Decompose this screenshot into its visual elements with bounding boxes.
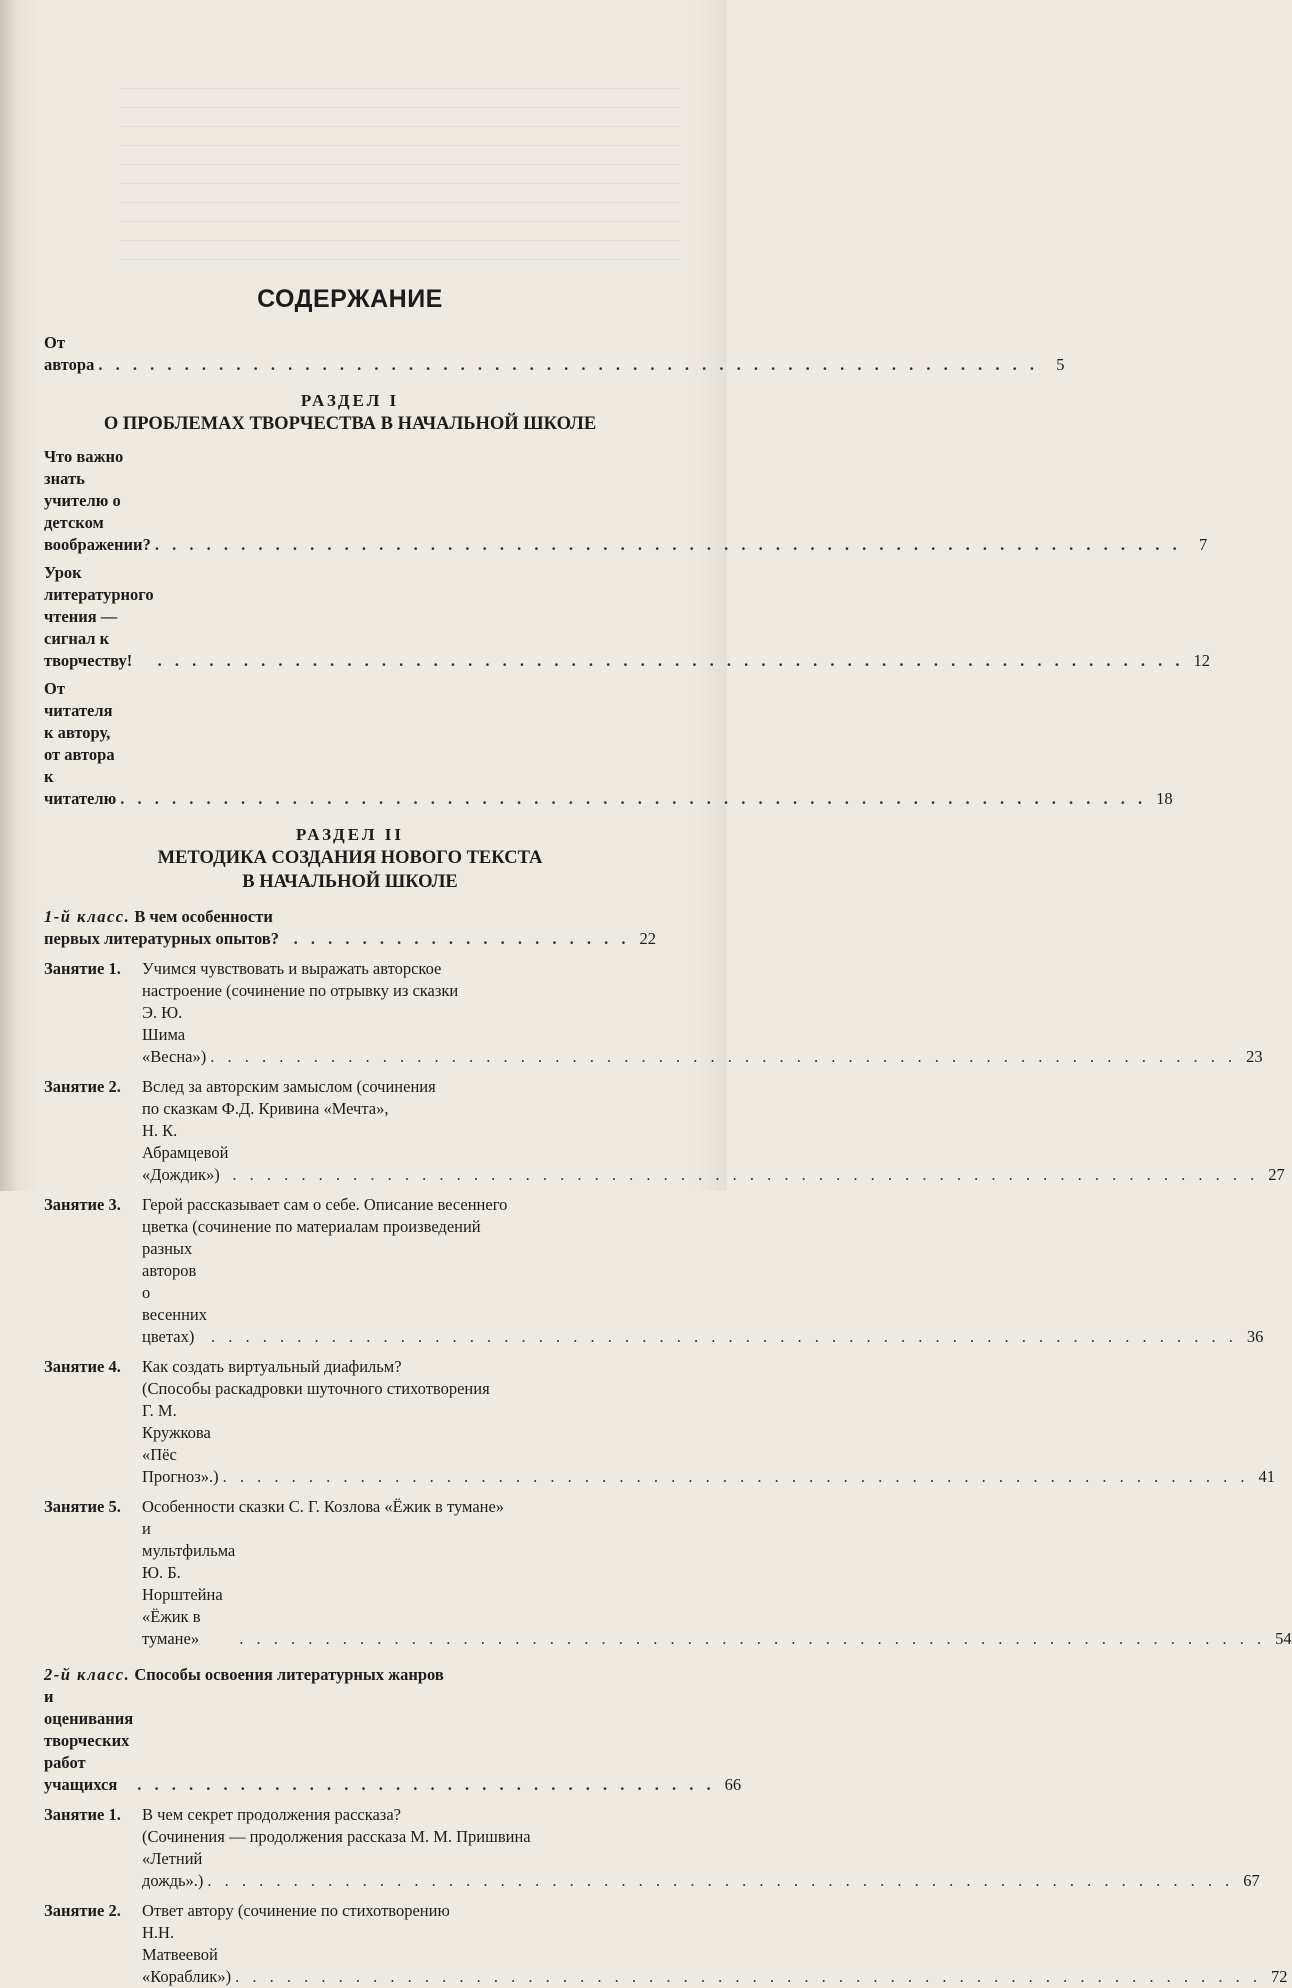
toc-entry	[44, 446, 1208, 556]
lesson-body	[142, 1356, 1275, 1488]
lesson-last-line	[142, 1002, 1263, 1068]
lesson-entry	[44, 1076, 1285, 1186]
lesson-label: Занятие 4.	[44, 1357, 121, 1376]
lesson-body	[142, 1496, 1292, 1650]
lesson-entry	[44, 1804, 1260, 1892]
toc-entry-title: Что важно знать учителю о детском воображении?	[44, 447, 151, 554]
leader-dots: . . . . . . . . . . . . . . . . . . . . . . . . . . . . . . . . . . . . . . . . . . . . . . . . . . . . . . .	[98, 355, 1039, 374]
section-number: РАЗДЕЛ II	[296, 825, 404, 844]
lesson-text-line: Как создать виртуальный диафильм?	[142, 1357, 402, 1376]
lesson-body	[142, 1900, 1287, 1988]
lesson-text-line: по сказкам Ф.Д. Кривина «Мечта»,	[142, 1099, 389, 1118]
toc-page-number: 23	[1246, 1047, 1263, 1066]
toc-entry-title: От читателя к автору, от автора к читателю	[44, 679, 117, 808]
lesson-text-line: Учимся чувствовать и выражать авторское	[142, 959, 442, 978]
toc-entry-title: От автора	[44, 333, 95, 374]
grade-1-header	[44, 906, 656, 950]
lesson-last-line	[142, 1120, 1285, 1186]
lesson-text-line: настроение (сочинение по отрывку из сказки	[142, 981, 459, 1000]
toc-page-number: 67	[1243, 1871, 1260, 1890]
lesson-text-line: Г. М. Кружкова «Пёс Прогноз».)	[142, 1401, 219, 1486]
lesson-text-line: Э. Ю. Шима «Весна»)	[142, 1003, 207, 1066]
lesson-text-line: «Летний дождь».)	[142, 1849, 204, 1890]
toc-entry	[44, 562, 1210, 672]
section-heading-line: В НАЧАЛЬНОЙ ШКОЛЕ	[242, 872, 458, 892]
lesson-text-line: Н.Н. Матвеевой «Кораблик»)	[142, 1923, 232, 1986]
leader-dots: . . . . . . . . . . . . . . . . . . . . . . . . . . . . . . . . . . . . . . . . . . . . . . . . . . . . . . . . . . . .	[154, 535, 1182, 554]
toc-entry-intro	[44, 332, 1065, 376]
toc-page-number: 72	[1270, 1967, 1288, 1986]
leader-dots: . . . . . . . . . . . . . . . . . . . . . . . . . . . . . . . . . . . . . . . . . . . . . . . . . . . . . . . . . . . .	[239, 1629, 1266, 1648]
lesson-label: Занятие 3.	[44, 1195, 121, 1214]
page-title: СОДЕРЖАНИЕ	[257, 285, 443, 313]
grade-title-line: и оценивания творческих работ учащихся	[44, 1687, 134, 1794]
toc-page-number: 27	[1268, 1165, 1285, 1184]
lesson-body	[142, 958, 1263, 1068]
lesson-text-line: разных авторов о весенних цветах)	[142, 1239, 208, 1346]
lesson-label: Занятие 2.	[44, 1901, 121, 1920]
toc-entry-title: Урок литературного чтения — сигнал к творчеству!	[44, 563, 154, 670]
leader-dots: . . . . . . . . . . . . . . . . . . . . . . . . . . . . . . . . . . . . . . . . . . . . . . . . . . . . . . . . . . . .	[120, 789, 1147, 808]
toc-page-number: 66	[724, 1775, 742, 1794]
lesson-text-line: Вслед за авторским замыслом (сочинения	[142, 1077, 436, 1096]
grade-1-lessons	[44, 958, 1292, 1650]
lesson-label: Занятие 2.	[44, 1077, 121, 1096]
section-heading: О ПРОБЛЕМАХ ТВОРЧЕСТВА В НАЧАЛЬНОЙ ШКОЛЕ	[103, 414, 597, 434]
bleed-through-text	[120, 70, 680, 310]
lesson-entry	[44, 1194, 1264, 1348]
lesson-last-line	[142, 1400, 1275, 1488]
lesson-label: Занятие 1.	[44, 959, 121, 978]
section-1-header	[44, 390, 656, 436]
leader-dots: . . . . . . . . . . . . . . . . . . . . . . . . . . . . . . . . . . . . . . . . . . . . . . . . . . . . . . . . . . . .	[157, 651, 1184, 670]
grade-2-lessons	[44, 1804, 1288, 1988]
toc-page-number: 36	[1246, 1327, 1264, 1346]
leader-dots: . . . . . . . . . . . . . . . . . . . . . . . . . . . . . . . . . . . . . . . . . . . . . . . . . . . . . . . . . . . .	[211, 1327, 1238, 1346]
lesson-text-line: и мультфильма Ю. Б. Норштейна «Ёжик в тумане»	[142, 1519, 236, 1648]
toc-page-number: 22	[639, 929, 656, 948]
lesson-body	[142, 1804, 1260, 1892]
grade-label: 1-й класс.	[44, 907, 131, 926]
lesson-last-line	[142, 1518, 1292, 1650]
lesson-entry	[44, 1900, 1288, 1988]
lesson-text-line: Особенности сказки С. Г. Козлова «Ёжик в тумане»	[142, 1497, 505, 1516]
grade-title: В чем особенности первых литературных опытов?	[44, 907, 279, 948]
lesson-text-line: цветка (сочинение по материалам произведений	[142, 1217, 481, 1236]
lesson-body	[142, 1194, 1263, 1348]
toc-page-number: 12	[1193, 651, 1210, 670]
table-of-contents	[44, 285, 1292, 1988]
grade-label: 2-й класс.	[44, 1665, 131, 1684]
grade-2-header	[44, 1664, 742, 1796]
section-heading-line: МЕТОДИКА СОЗДАНИЯ НОВОГО ТЕКСТА	[157, 848, 543, 868]
leader-dots: . . . . . . . . . . . . . . . . . . . . . . . . . . . . . . . . . . . . . . . . . . . . . . . . . . . . . . . . . . . .	[210, 1047, 1237, 1066]
lesson-text-line: (Способы раскадровки шуточного стихотворения	[142, 1379, 490, 1398]
lesson-entry	[44, 958, 1263, 1068]
toc-page-number: 18	[1156, 789, 1173, 808]
lesson-text-line: Ответ автору (сочинение по стихотворению	[142, 1901, 450, 1920]
grade-title-line: Способы освоения литературных жанров	[134, 1665, 444, 1684]
lesson-last-line	[142, 1238, 1263, 1348]
lesson-text-line: (Сочинения — продолжения рассказа М. М. Пришвина	[142, 1827, 531, 1846]
leader-dots: . . . . . . . . . . . . . . . . . . . . . . . . . . . . . . . . . . . . . . . . . . . . . . . . . . . . . . . . . . . .	[235, 1967, 1262, 1986]
lesson-entry	[44, 1356, 1276, 1488]
section-2-header	[44, 824, 656, 894]
leader-dots: . . . . . . . . . . . . . . . . . . . . . . . . . . . . . . . . . .	[137, 1775, 716, 1794]
leader-dots: . . . . . . . . . . . . . . . . . . . .	[293, 929, 630, 948]
lesson-entry	[44, 1496, 1292, 1650]
lesson-last-line	[142, 1848, 1260, 1892]
toc-entry	[44, 678, 1173, 810]
toc-page-number: 54	[1275, 1629, 1292, 1648]
leader-dots: . . . . . . . . . . . . . . . . . . . . . . . . . . . . . . . . . . . . . . . . . . . . . . . . . . . . . . . . . . . .	[207, 1871, 1234, 1890]
lesson-label: Занятие 5.	[44, 1497, 121, 1516]
leader-dots: . . . . . . . . . . . . . . . . . . . . . . . . . . . . . . . . . . . . . . . . . . . . . . . . . . . . . . . . . . . .	[222, 1467, 1250, 1486]
toc-page-number: 7	[1198, 535, 1208, 554]
lesson-label: Занятие 1.	[44, 1805, 121, 1824]
section-number: РАЗДЕЛ I	[300, 391, 400, 410]
lesson-text-line: Герой рассказывает сам о себе. Описание весеннего	[142, 1195, 508, 1214]
section-1-entries	[44, 446, 1210, 810]
leader-dots: . . . . . . . . . . . . . . . . . . . . . . . . . . . . . . . . . . . . . . . . . . . . . . . . . . . . . . . . . . . .	[232, 1165, 1259, 1184]
toc-page-number: 41	[1258, 1467, 1276, 1486]
lesson-last-line	[142, 1922, 1287, 1988]
lesson-body	[142, 1076, 1285, 1186]
toc-page-number: 5	[1056, 355, 1065, 374]
lesson-text-line: Н. К. Абрамцевой «Дождик»)	[142, 1121, 229, 1184]
lesson-text-line: В чем секрет продолжения рассказа?	[142, 1805, 401, 1824]
